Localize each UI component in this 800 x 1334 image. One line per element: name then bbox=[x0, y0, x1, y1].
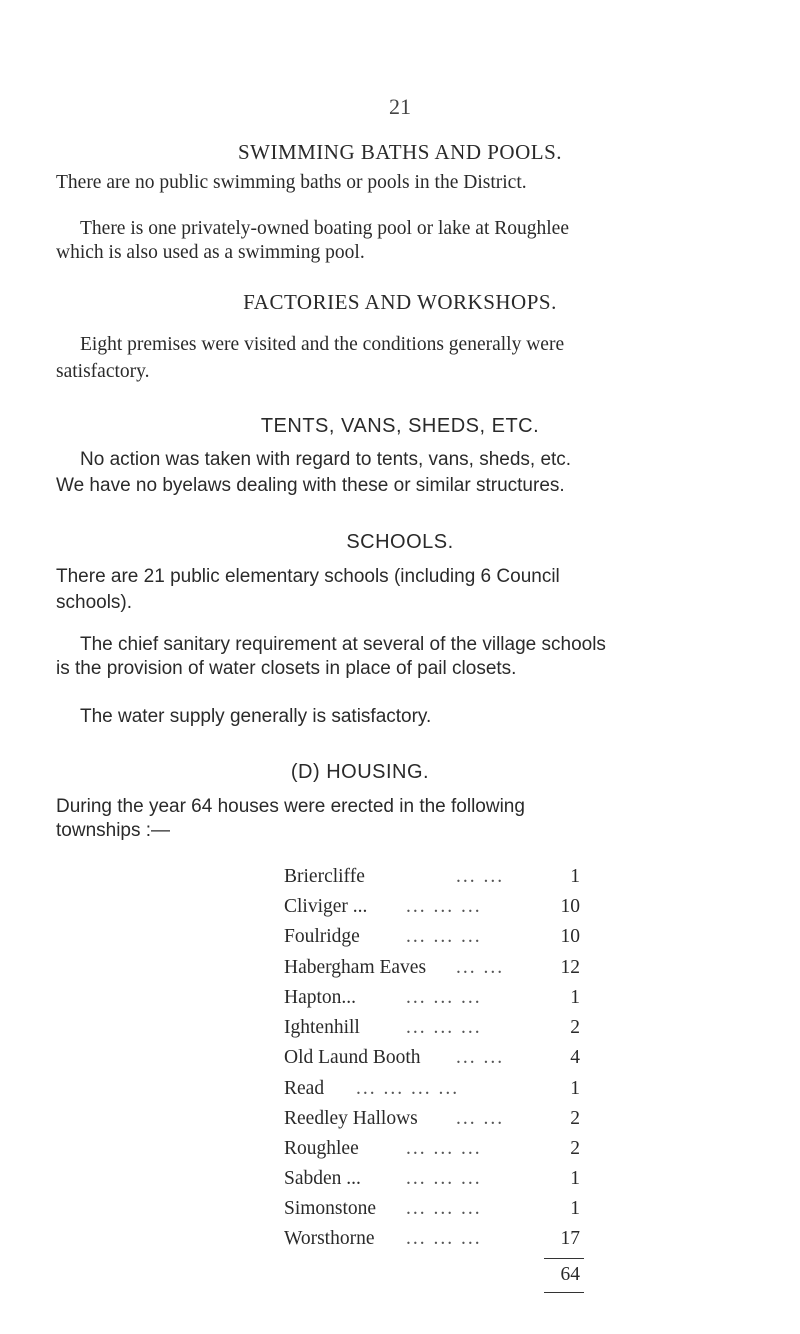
township-dots: ... ... bbox=[456, 957, 505, 978]
township-count: 2 bbox=[570, 1138, 580, 1159]
township-name: Old Laund Booth bbox=[284, 1047, 421, 1068]
township-dots: ... ... ... bbox=[406, 1198, 482, 1219]
township-dots: ... ... bbox=[456, 866, 505, 887]
schools-paragraph-2-line-1: The chief sanitary requirement at several of the village schools bbox=[80, 634, 606, 655]
township-count: 10 bbox=[560, 926, 580, 947]
township-name: Simonstone bbox=[284, 1198, 377, 1219]
tents-paragraph-line-2: We have no byelaws dealing with these or similar structures. bbox=[56, 475, 565, 496]
township-name: Ightenhill bbox=[284, 1017, 360, 1038]
schools-paragraph-2-line-2: is the provision of water closets in place of pail closets. bbox=[56, 658, 517, 679]
total-rule-bottom bbox=[544, 1292, 584, 1293]
page-number: 21 bbox=[389, 94, 411, 119]
schools-paragraph-3: The water supply generally is satisfactory. bbox=[80, 706, 432, 727]
factories-paragraph-line-1: Eight premises were visited and the conditions generally were bbox=[80, 334, 565, 355]
township-name: Habergham Eaves bbox=[284, 957, 427, 978]
township-dots: ... ... ... bbox=[406, 926, 482, 947]
heading-schools: SCHOOLS. bbox=[346, 531, 454, 553]
township-name: Read bbox=[284, 1078, 325, 1099]
township-name: Roughlee bbox=[284, 1138, 359, 1159]
swimming-paragraph-2-line-2: which is also used as a swimming pool. bbox=[56, 242, 365, 263]
schools-paragraph-1-line-2: schools). bbox=[56, 592, 133, 613]
township-count: 10 bbox=[560, 896, 580, 917]
township-dots: ... ... ... bbox=[406, 1138, 482, 1159]
township-count: 1 bbox=[570, 866, 580, 887]
total-rule-top bbox=[544, 1258, 584, 1259]
township-dots: ... ... ... bbox=[406, 1168, 482, 1189]
township-dots: ... ... ... bbox=[406, 1017, 482, 1038]
township-count: 12 bbox=[560, 957, 580, 978]
township-name: Worsthorne bbox=[284, 1228, 375, 1249]
township-count: 1 bbox=[570, 1168, 580, 1189]
township-count: 2 bbox=[570, 1108, 580, 1129]
township-count: 1 bbox=[570, 987, 580, 1008]
tents-paragraph-line-1: No action was taken with regard to tents, vans, sheds, etc. bbox=[80, 449, 572, 470]
factories-paragraph-line-2: satisfactory. bbox=[56, 361, 150, 382]
heading-swimming: SWIMMING BATHS AND POOLS. bbox=[237, 140, 563, 164]
township-count: 17 bbox=[560, 1228, 580, 1249]
housing-intro-line-2: townships :— bbox=[56, 820, 171, 841]
township-dots: ... ... ... ... bbox=[356, 1078, 460, 1099]
heading-factories: FACTORIES AND WORKSHOPS. bbox=[243, 290, 557, 314]
township-name: Reedley Hallows bbox=[284, 1108, 418, 1129]
schools-paragraph-1-line-1: There are 21 public elementary schools (including 6 Council bbox=[56, 566, 560, 587]
township-count: 1 bbox=[570, 1078, 580, 1099]
township-dots: ... ... bbox=[456, 1108, 505, 1129]
township-dots: ... ... ... bbox=[406, 1228, 482, 1249]
township-count: 2 bbox=[570, 1017, 580, 1038]
township-dots: ... ... bbox=[456, 1047, 505, 1068]
swimming-paragraph-1: There are no public swimming baths or pools in the District. bbox=[56, 172, 527, 193]
township-total: 64 bbox=[560, 1264, 580, 1285]
township-name: Hapton... bbox=[284, 987, 357, 1008]
heading-housing: (D) HOUSING. bbox=[290, 761, 430, 783]
township-count: 4 bbox=[570, 1047, 580, 1068]
township-count: 1 bbox=[570, 1198, 580, 1219]
heading-tents: TENTS, VANS, SHEDS, ETC. bbox=[260, 415, 540, 437]
housing-intro-line-1: During the year 64 houses were erected in the following bbox=[56, 796, 525, 817]
township-name: Foulridge bbox=[284, 926, 360, 947]
township-dots: ... ... ... bbox=[406, 987, 482, 1008]
township-name: Cliviger ... bbox=[284, 896, 368, 917]
township-name: Briercliffe bbox=[284, 866, 365, 887]
swimming-paragraph-2-line-1: There is one privately-owned boating pool or lake at Roughlee bbox=[80, 218, 569, 239]
township-dots: ... ... ... bbox=[406, 896, 482, 917]
township-name: Sabden ... bbox=[284, 1168, 361, 1189]
